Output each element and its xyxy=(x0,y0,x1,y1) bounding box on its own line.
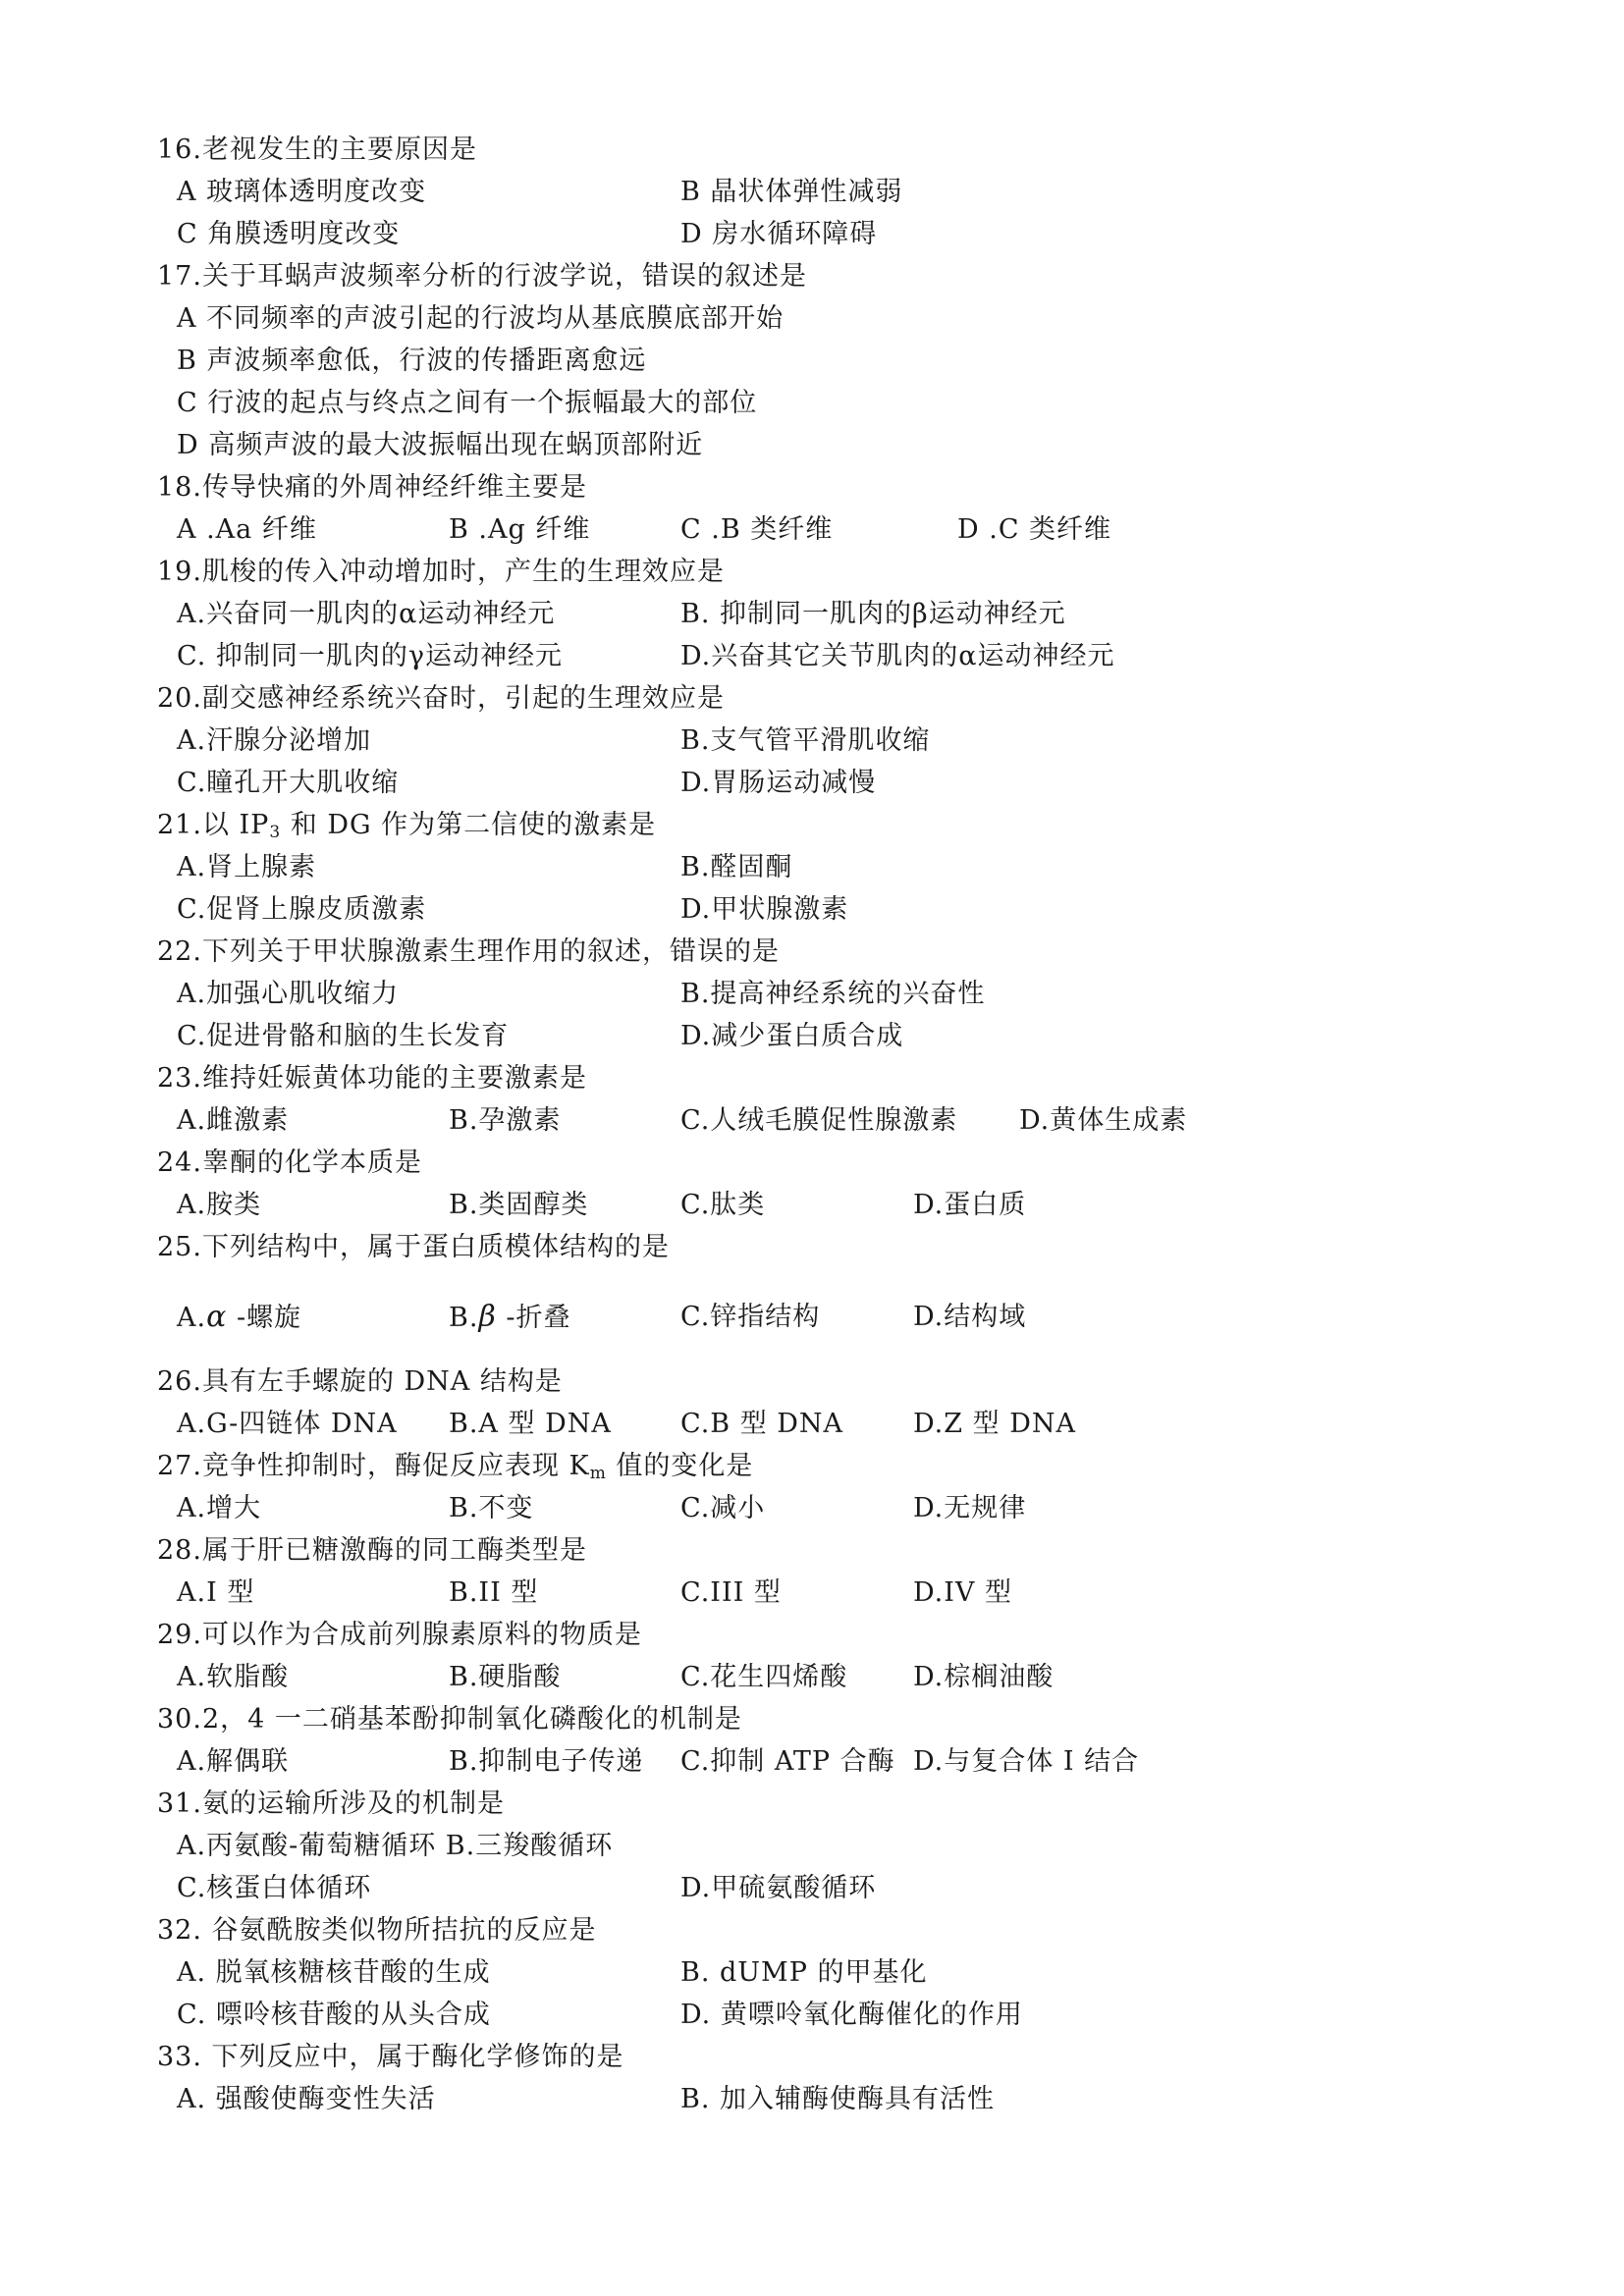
option-b: B .Ag 纤维 xyxy=(449,514,591,545)
option-c: C.花生四烯酸 xyxy=(680,1662,848,1692)
question-19-options-row-1 xyxy=(177,593,1551,635)
option-d: D.胃肠运动减慢 xyxy=(680,768,877,798)
question-28-stem: 28.属于肝已糖激酶的同工酶类型是 xyxy=(157,1535,587,1566)
option-b: B.提高神经系统的兴奋性 xyxy=(680,979,986,1009)
option-b: B. dUMP 的甲基化 xyxy=(680,1957,928,1988)
option-b: B 声波频率愈低，行波的传播距离愈远 xyxy=(177,346,647,376)
question-26-stem: 26.具有左手螺旋的 DNA 结构是 xyxy=(157,1366,563,1397)
option-d: D.Z 型 DNA xyxy=(913,1409,1076,1439)
option-a: A.增大 xyxy=(177,1493,262,1523)
question-17-option-c xyxy=(177,382,1551,424)
question-21-options-row-2 xyxy=(177,888,1551,931)
option-c: C. 嘌呤核苷酸的从头合成 xyxy=(177,2000,491,2030)
alpha-symbol: α xyxy=(206,1300,228,1334)
option-d: D.IV 型 xyxy=(913,1577,1013,1608)
question-32-stem: 32. 谷氨酰胺类似物所拮抗的反应是 xyxy=(157,1915,597,1946)
option-a: A.肾上腺素 xyxy=(177,852,317,882)
option-a: A. 脱氧核糖核苷酸的生成 xyxy=(177,1957,491,1988)
option-d: D.蛋白质 xyxy=(913,1190,1027,1220)
question-22-stem: 22.下列关于甲状腺激素生理作用的叙述，错误的是 xyxy=(157,936,780,967)
question-27-options-row xyxy=(177,1487,1551,1529)
option-c: C.核蛋白体循环 xyxy=(177,1873,372,1903)
question-17-option-d xyxy=(177,424,1551,466)
question-23-options-row xyxy=(177,1099,1551,1142)
option-c: C.肽类 xyxy=(680,1190,766,1220)
option-a: A.G-四链体 DNA xyxy=(177,1409,398,1439)
option-b: B.硬脂酸 xyxy=(449,1662,562,1692)
option-d: D. 黄嘌呤氧化酶催化的作用 xyxy=(680,2000,1023,2030)
option-c: C.B 型 DNA xyxy=(680,1409,844,1439)
question-31-options-row-1 xyxy=(177,1825,1551,1867)
option-c: C.锌指结构 xyxy=(680,1302,821,1332)
option-a: A 不同频率的声波引起的行波均从基底膜底部开始 xyxy=(177,303,785,334)
option-a: A.解偶联 xyxy=(177,1746,290,1777)
option-c: C.减小 xyxy=(680,1493,766,1523)
option-a: A.汗腺分泌增加 xyxy=(177,725,372,756)
option-c: C.促肾上腺皮质激素 xyxy=(177,894,427,925)
question-25-stem: 25.下列结构中，属于蛋白质模体结构的是 xyxy=(157,1232,670,1262)
question-31-options-row-2 xyxy=(177,1867,1551,1909)
option-b: B 晶状体弹性减弱 xyxy=(680,177,903,207)
option-d: D.结构域 xyxy=(913,1302,1027,1332)
option-b: B.醛固酮 xyxy=(680,852,793,882)
question-33-options-row-1 xyxy=(177,2078,1551,2120)
option-c: C 角膜透明度改变 xyxy=(177,219,401,249)
question-32-options-row-2 xyxy=(177,1994,1551,2036)
option-b: B.不变 xyxy=(449,1493,534,1523)
option-a: A 玻璃体透明度改变 xyxy=(177,177,427,207)
option-a: A.I 型 xyxy=(177,1577,255,1608)
option-a: A.雌激素 xyxy=(177,1105,290,1136)
question-16-options-row-1 xyxy=(177,171,1551,213)
option-a: A.胺类 xyxy=(177,1190,262,1220)
option-d: D.甲状腺激素 xyxy=(680,894,849,925)
option-b: B.孕激素 xyxy=(449,1105,562,1136)
question-16-stem: 16.老视发生的主要原因是 xyxy=(157,134,477,165)
option-d: D .C 类纤维 xyxy=(957,514,1112,545)
beta-symbol: β xyxy=(478,1300,497,1334)
option-d: D.甲硫氨酸循环 xyxy=(680,1873,877,1903)
option-d: D.无规律 xyxy=(913,1493,1027,1523)
question-25-options-row xyxy=(177,1286,1551,1349)
question-30-options-row xyxy=(177,1740,1551,1783)
question-24-stem: 24.睾酮的化学本质是 xyxy=(157,1148,422,1178)
question-18-stem: 18.传导快痛的外周神经纤维主要是 xyxy=(157,472,587,503)
question-31-stem: 31.氨的运输所涉及的机制是 xyxy=(157,1789,505,1819)
option-a: A. 强酸使酶变性失活 xyxy=(177,2084,436,2114)
option-a: A.α -螺旋 xyxy=(177,1300,302,1334)
option-a: A .Aa 纤维 xyxy=(177,514,317,545)
question-20-options-row-1 xyxy=(177,720,1551,762)
option-d: D 高频声波的最大波振幅出现在蜗顶部附近 xyxy=(177,430,704,460)
question-16-options-row-2 xyxy=(177,213,1551,255)
option-b: B.支气管平滑肌收缩 xyxy=(680,725,931,756)
question-32-options-row-1 xyxy=(177,1951,1551,1994)
question-27-stem: 27.竞争性抑制时，酶促反应表现 $K_m$ 值的变化是 xyxy=(157,1451,754,1483)
option-a-b: A.丙氨酸-葡萄糖循环 B.三羧酸循环 xyxy=(177,1831,614,1861)
option-c: C.促进骨骼和脑的生长发育 xyxy=(177,1021,510,1051)
option-d: D.黄体生成素 xyxy=(1019,1105,1188,1136)
question-29-options-row xyxy=(177,1656,1551,1698)
question-26-options-row xyxy=(177,1403,1551,1445)
option-b: B.β -折叠 xyxy=(449,1300,571,1334)
option-b: B. 加入辅酶使酶具有活性 xyxy=(680,2084,996,2114)
option-a: A.加强心肌收缩力 xyxy=(177,979,400,1009)
question-19-stem: 19.肌梭的传入冲动增加时，产生的生理效应是 xyxy=(157,557,725,587)
option-d: D.与复合体 I 结合 xyxy=(913,1746,1140,1777)
question-21-options-row-1 xyxy=(177,846,1551,888)
question-30-stem: 30.2，4 一二硝基苯酚抑制氧化磷酸化的机制是 xyxy=(157,1704,742,1735)
question-17-stem: 17.关于耳蜗声波频率分析的行波学说，错误的叙述是 xyxy=(157,261,807,292)
option-d: D.减少蛋白质合成 xyxy=(680,1021,904,1051)
option-c: C.瞳孔开大肌收缩 xyxy=(177,768,400,798)
question-20-stem: 20.副交感神经系统兴奋时，引起的生理效应是 xyxy=(157,683,725,714)
option-b: B.类固醇类 xyxy=(449,1190,589,1220)
question-33-stem: 33. 下列反应中，属于酶化学修饰的是 xyxy=(157,2042,624,2072)
option-c: C.人绒毛膜促性腺激素 xyxy=(680,1105,958,1136)
question-29-stem: 29.可以作为合成前列腺素原料的物质是 xyxy=(157,1620,642,1650)
option-a: A.软脂酸 xyxy=(177,1662,290,1692)
question-19-options-row-2 xyxy=(177,635,1551,677)
option-d: D.兴奋其它关节肌肉的α运动神经元 xyxy=(680,641,1115,671)
option-b: B.抑制电子传递 xyxy=(449,1746,644,1777)
option-d: D.棕榈油酸 xyxy=(913,1662,1055,1692)
option-b: B.A 型 DNA xyxy=(449,1409,612,1439)
question-22-options-row-1 xyxy=(177,973,1551,1015)
option-b: B.II 型 xyxy=(449,1577,539,1608)
option-b: B. 抑制同一肌肉的β运动神经元 xyxy=(680,599,1066,629)
question-20-options-row-2 xyxy=(177,762,1551,804)
question-18-options-row xyxy=(177,508,1551,551)
question-23-stem: 23.维持妊娠黄体功能的主要激素是 xyxy=(157,1063,587,1094)
option-d: D 房水循环障碍 xyxy=(680,219,878,249)
option-c: C.抑制 ATP 合酶 xyxy=(680,1746,895,1777)
option-c: C.III 型 xyxy=(680,1577,782,1608)
question-21-stem: 21.以 $IP_3$ 和 DG 作为第二信使的激素是 xyxy=(157,810,657,842)
question-28-options-row xyxy=(177,1572,1551,1614)
option-a: A.兴奋同一肌肉的α运动神经元 xyxy=(177,599,556,629)
question-17-option-b xyxy=(177,340,1551,382)
option-c: C. 抑制同一肌肉的γ运动神经元 xyxy=(177,641,563,671)
option-c: C .B 类纤维 xyxy=(680,514,834,545)
question-17-option-a xyxy=(177,297,1551,340)
question-22-options-row-2 xyxy=(177,1015,1551,1057)
option-c: C 行波的起点与终点之间有一个振幅最大的部位 xyxy=(177,388,758,418)
question-24-options-row xyxy=(177,1184,1551,1226)
